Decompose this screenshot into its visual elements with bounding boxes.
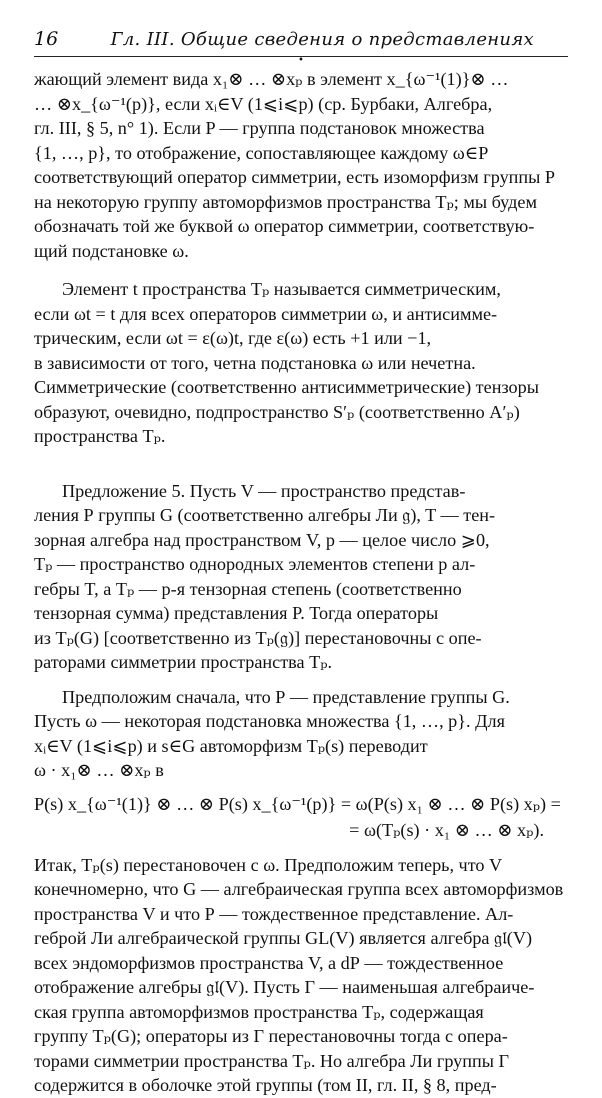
text-line: Предложение 5. Пусть V — пространство представ- <box>62 480 466 501</box>
text-line: Предположим сначала, что Ρ — представление группы G. <box>62 686 510 707</box>
text-line: Элемент t пространства Tₚ называется симметрическим, <box>62 279 501 299</box>
formula-line <box>34 817 568 843</box>
text-line: в зависимости от того, четна подстановка ω или нечетна. <box>34 352 476 373</box>
text-line: соответствующий оператор симметрии, есть изоморфизм группы P <box>34 167 556 187</box>
paragraph-gap <box>34 449 568 479</box>
text-line: ω · x₁⊗ … ⊗xₚ в <box>34 760 164 780</box>
text-line: группу Tₚ(G); операторы из Γ перестановочны тогда с опера- <box>34 1026 508 1046</box>
text-line: тензорная сумма) представления Ρ. Тогда операторы <box>34 603 439 623</box>
paragraph-1 <box>34 67 568 263</box>
page-number: 16 <box>34 28 59 50</box>
text-line: пространства V и что Ρ — тождественное представление. Ал- <box>34 903 514 924</box>
text-line: если ωt = t для всех операторов симметрии ω, и антисимме- <box>34 303 498 324</box>
text-line: Итак, Tₚ(s) перестановочен с ω. Предположим теперь, что V <box>34 854 503 875</box>
text-line: обозначать той же буквой ω оператор симметрии, соответствую- <box>34 216 535 236</box>
text-line: гл. III, § 5, n° 1). Если P — группа подстановок множества <box>34 118 485 138</box>
text-line: содержится в оболочке этой группы (том II, гл. II, § 8, пред- <box>34 1075 497 1095</box>
text-line: Симметрические (соответственно антисимметрические) тензоры <box>34 377 539 397</box>
proposition-5 <box>34 479 568 675</box>
text-line: Ρ(s) x_{ω⁻¹(1)} ⊗ … ⊗ Ρ(s) x_{ω⁻¹(p)} = ω(Ρ(s) x₁ ⊗ … ⊗ Ρ(s) xₚ) = <box>34 793 561 814</box>
text-line: трическим, если ωt = ε(ω)t, где ε(ω) есть +1 или −1, <box>34 328 432 348</box>
text-line: Пусть ω — некоторая подстановка множества {1, …, p}. Для <box>34 711 505 731</box>
paragraph-gap <box>34 263 568 277</box>
text-line: торами симметрии пространства Tₚ. Но алгебра Ли группы Γ <box>34 1050 510 1071</box>
body-text <box>34 67 568 1098</box>
text-line: = ω(Tₚ(s) · x₁ ⊗ … ⊗ xₚ). <box>349 819 544 840</box>
text-line: {1, …, p}, то отображение, сопоставляющее каждому ω∈P <box>34 142 489 163</box>
text-line: жающий элемент вида x₁⊗ … ⊗xₚ в элемент x_{ω⁻¹(1)}⊗ … <box>34 69 509 89</box>
text-line: на некоторую группу автоморфизмов пространства Tₚ; мы будем <box>34 191 537 212</box>
text-line: из Tₚ(G) [соответственно из Tₚ(𝔤)] перестановочны с опе- <box>34 627 482 648</box>
text-line: образуют, очевидно, подпространство S′ₚ (соответственно A′ₚ) <box>34 401 520 422</box>
text-line: зорная алгебра над пространством V, p — целое число ⩾0, <box>34 529 490 550</box>
text-line: пространства Tₚ. <box>34 426 166 446</box>
paragraph-gap <box>34 675 568 685</box>
running-title: Гл. III. Общие сведения о представлениях <box>110 29 534 50</box>
text-line: конечномерно, что G — алгебраическая группа всех автоморфизмов <box>34 879 564 899</box>
formula-line <box>34 791 568 817</box>
text-line: Tₚ — пространство однородных элементов степени p ал- <box>34 554 476 574</box>
page-header <box>34 28 568 57</box>
text-line: … ⊗x_{ω⁻¹(p)}, если xᵢ∈V (1⩽i⩽p) (ср. Бурбаки, Алгебра, <box>34 93 493 114</box>
text-line: геброй Ли алгебраической группы GL(V) является алгебра 𝔤𝔩(V) <box>34 928 533 948</box>
text-line: ская группа автоморфизмов пространства Tₚ, содержащая <box>34 1001 484 1022</box>
text-line: отображение алгебры 𝔤𝔩(V). Пусть Γ — наименьшая алгебраиче- <box>34 977 535 997</box>
text-line: гебры T, а Tₚ — p-я тензорная степень (соответственно <box>34 578 462 599</box>
text-line: xᵢ∈V (1⩽i⩽p) и s∈G автоморфизм Tₚ(s) переводит <box>34 735 428 756</box>
text-line: всех эндоморфизмов пространства V, а dΡ — тождественное <box>34 952 504 973</box>
paragraph-2 <box>34 277 568 449</box>
header-mark: • <box>298 55 304 66</box>
paragraph-3 <box>34 685 568 783</box>
text-line: раторами симметрии пространства Tₚ. <box>34 652 333 672</box>
text-line: ления Ρ группы G (соответственно алгебры Ли 𝔤), T — тен- <box>34 505 496 525</box>
text-line: щий подстановке ω. <box>34 240 189 261</box>
display-formula <box>34 791 568 843</box>
paragraph-4 <box>34 853 568 1098</box>
